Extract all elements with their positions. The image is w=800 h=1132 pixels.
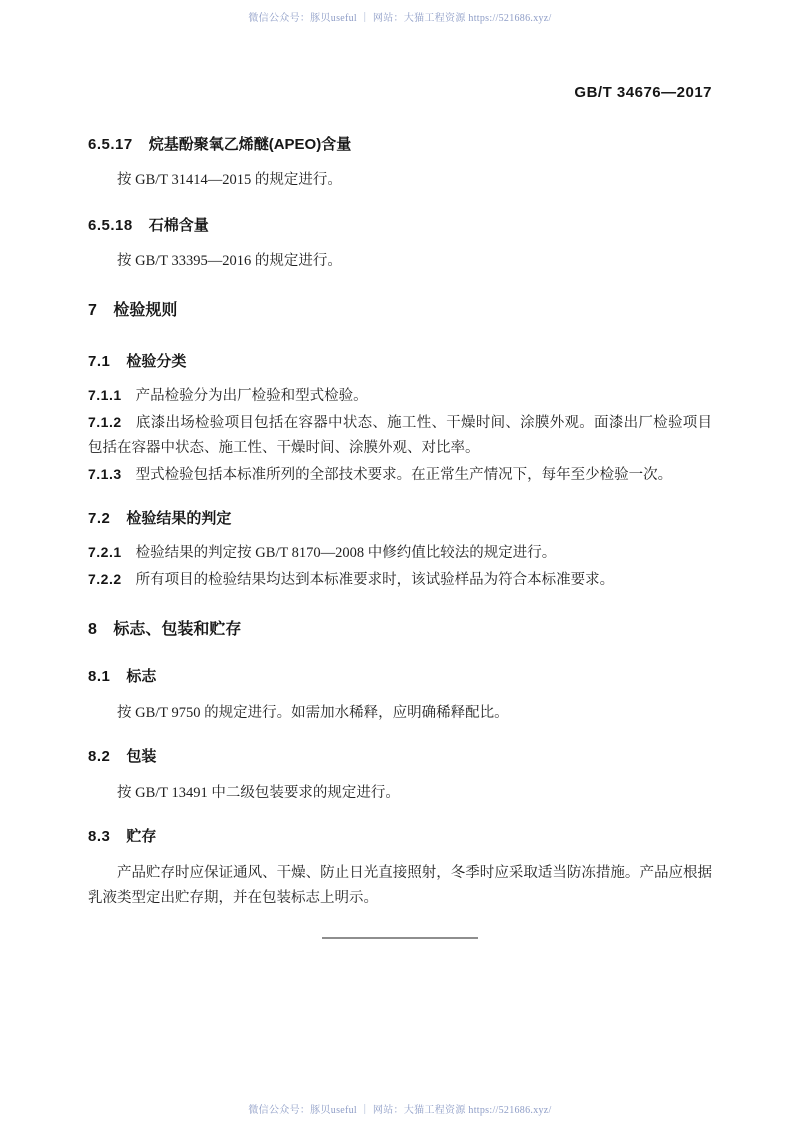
clause-group-7-2 bbox=[88, 540, 712, 593]
clause-text: 产品检验分为出厂检验和型式检验。 bbox=[135, 388, 368, 404]
section-heading-8-2 bbox=[88, 746, 712, 767]
section-heading-8-3 bbox=[88, 826, 712, 847]
section-heading-6-5-18 bbox=[88, 215, 712, 236]
chapter-title: 检验规则 bbox=[113, 302, 178, 319]
chapter-title: 标志、包装和贮存 bbox=[113, 621, 242, 638]
section-title: 包装 bbox=[126, 748, 157, 765]
section-number: 8.3 bbox=[88, 828, 111, 845]
clause-number: 7.2.1 bbox=[88, 544, 122, 560]
section-body-8-1: 按 GB/T 9750 的规定进行。如需加水稀释，应明确稀释配比。 bbox=[117, 705, 509, 721]
clause-text: 检验结果的判定按 GB/T 8170—2008 中修约值比较法的规定进行。 bbox=[135, 545, 557, 561]
chapter-number: 8 bbox=[88, 621, 98, 638]
section-heading-6-5-17 bbox=[88, 134, 712, 155]
clause-number: 7.1.3 bbox=[88, 465, 122, 482]
section-title: 石棉含量 bbox=[148, 217, 209, 234]
section-heading-7-1 bbox=[88, 351, 712, 372]
section-title: 检验分类 bbox=[126, 353, 187, 370]
section-number: 6.5.18 bbox=[88, 217, 133, 234]
clause-group-7-1 bbox=[88, 383, 712, 488]
clause-7-1-3 bbox=[88, 462, 712, 489]
watermark-bottom: 微信公众号：豚贝useful ｜ 网站：大猫工程资源 https://521686.xyz/ bbox=[248, 1105, 552, 1116]
chapter-heading-7 bbox=[88, 300, 712, 321]
section-heading-7-2 bbox=[88, 508, 712, 529]
clause-number: 7.1.1 bbox=[88, 387, 122, 403]
clause-7-1-2 bbox=[88, 410, 712, 462]
clause-text: 所有项目的检验结果均达到本标准要求时，该试验样品为符合本标准要求。 bbox=[135, 571, 615, 588]
section-number: 8.1 bbox=[88, 668, 111, 685]
section-number: 7.2 bbox=[88, 510, 111, 527]
section-number: 7.1 bbox=[88, 353, 111, 370]
section-title: 标志 bbox=[126, 668, 157, 685]
watermark-top: 微信公众号：豚贝useful ｜ 网站：大猫工程资源 https://521686.xyz/ bbox=[248, 13, 552, 24]
section-title: 贮存 bbox=[126, 828, 157, 845]
section-body-8-3: 产品贮存时应保证通风、干燥、防止日光直接照射，冬季时应采取适当防冻措施。产品应根据乳液类型定出贮存期，并在包装标志上明示。 bbox=[88, 865, 712, 906]
section-body-6-5-18: 按 GB/T 33395—2016 的规定进行。 bbox=[117, 253, 342, 269]
clause-7-2-1 bbox=[88, 540, 712, 567]
chapter-number: 7 bbox=[88, 302, 98, 319]
clause-7-1-1 bbox=[88, 383, 712, 410]
end-of-document-rule bbox=[322, 937, 478, 939]
clause-7-2-2 bbox=[88, 567, 712, 594]
clause-text: 底漆出场检验项目包括在容器中状态、施工性、干燥时间、涂膜外观。面漆出厂检验项目包括在容器中状态、施工性、干燥时间、涂膜外观、对比率。 bbox=[88, 414, 712, 456]
clause-number: 7.2.2 bbox=[88, 570, 122, 587]
section-title: 检验结果的判定 bbox=[126, 510, 232, 527]
section-body-8-2: 按 GB/T 13491 中二级包装要求的规定进行。 bbox=[117, 785, 400, 801]
section-number: 8.2 bbox=[88, 748, 111, 765]
section-heading-8-1 bbox=[88, 666, 712, 687]
clause-text: 型式检验包括本标准所列的全部技术要求。在正常生产情况下，每年至少检验一次。 bbox=[135, 466, 673, 483]
section-number: 6.5.17 bbox=[88, 136, 133, 153]
clause-number: 7.1.2 bbox=[88, 413, 122, 430]
section-title: 烷基酚聚氧乙烯醚(APEO)含量 bbox=[148, 136, 352, 153]
chapter-heading-8 bbox=[88, 619, 712, 640]
standard-code-header: GB/T 34676—2017 bbox=[574, 84, 712, 101]
section-body-6-5-17: 按 GB/T 31414—2015 的规定进行。 bbox=[117, 172, 342, 188]
